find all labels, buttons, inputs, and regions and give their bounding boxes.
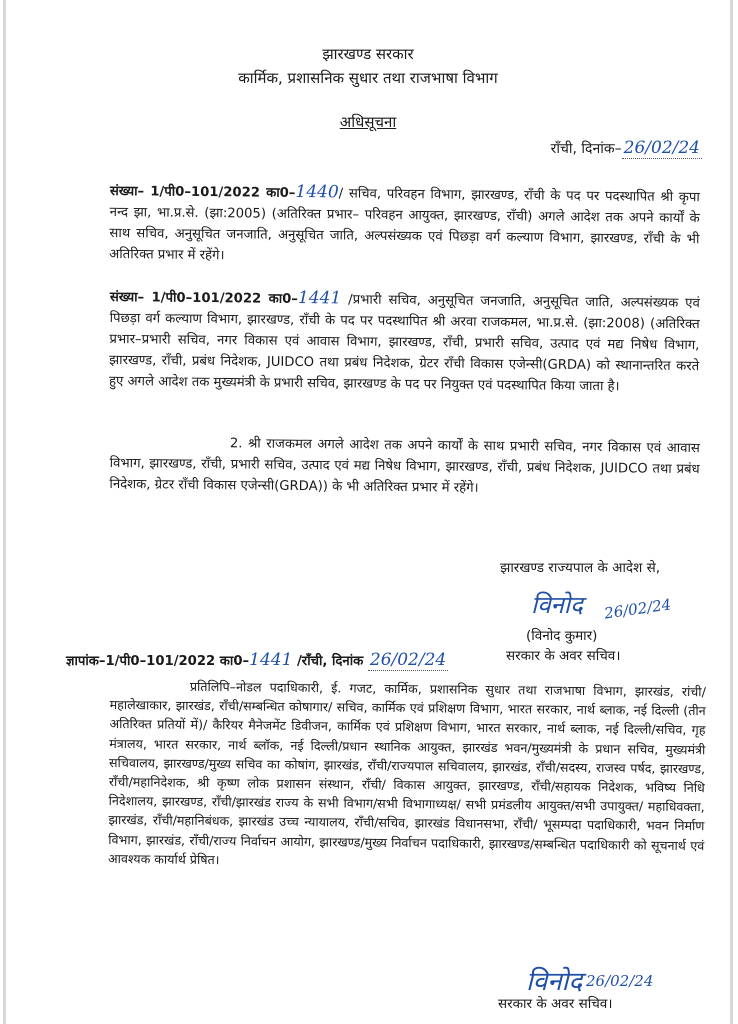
signature-1: विनोद xyxy=(531,591,583,619)
signature-1-date: 26/02/24 xyxy=(603,595,673,623)
signatory-designation: सरकार के अवर सचिव। xyxy=(506,648,621,664)
memo-number: 1441 xyxy=(249,650,293,670)
notification-2-text: /प्रभारी सचिव, अनुसूचित जनजाति, अनुसूचित जाति, अल्पसंख्यक एवं पिछड़ा वर्ग कल्याण विभाग, झारखण्ड, राँची के पद पर पदस्थापित श्री अरवा राजकमल, भा.प्र.से. (झा:2008) (अतिरिक्त प्रभार–प्रभारी सचिव, नगर विकास एवं आवास विभाग, झारखण्ड, राँची, प्रभारी सचिव, उत्पाद एवं मद्य निषेध विभाग, झारखण्ड, राँची, प्रबंध निदेशक, JUIDCO तथा प्रबंध निदेशक, ग्रेटर राँची विकास एजेन्सी(GRDA) को स्थानान्तरित करते हुए अगले आदेश तक मुख्यमंत्री के प्रभारी सचिव, झारखण्ड के पद पर नियुक्त एवं पदस्थापित किया जाता है। xyxy=(108,292,700,395)
department-heading: कार्मिक, प्रशासनिक सुधार तथा राजभाषा विभाग xyxy=(238,69,498,87)
memo-ref: ज्ञापांक–1/पी0–101/2022 का0– xyxy=(66,654,250,669)
notification-1-number: 1440 xyxy=(295,181,339,203)
notification-1-ref: संख्या– 1/पी0–101/2022 का0– xyxy=(109,183,296,201)
governor-order-line: झारखण्ड राज्यपाल के आदेश से, xyxy=(500,560,660,576)
notification-2-number: 1441 xyxy=(297,287,342,309)
signature-2: विनोद xyxy=(526,967,583,997)
signatory-2-designation: सरकार के अवर सचिव। xyxy=(498,996,613,1012)
signature-2-date: 26/02/24 xyxy=(586,972,654,990)
notification-title: अधिसूचना xyxy=(339,113,397,131)
handwritten-date: 26/02/24 xyxy=(623,138,700,158)
signatory-name: (विनोद कुमार) xyxy=(526,628,598,644)
notification-2-point-2: 2. श्री राजकमल अगले आदेश तक अपने कार्यों के साथ प्रभारी सचिव, नगर विकास एवं आवास विभाग, झारखण्ड, राँची, प्रभारी सचिव, उत्पाद एवं मद्य निषेध विभाग, झारखण्ड, राँची, प्रबंध निदेशक, JUIDCO तथा प्रबंध निदेशक, ग्रेटर राँची विकास एजेन्सी(GRDA)) के भी अतिरिक्त प्रभार में रहेंगे। xyxy=(109,436,700,496)
copy-to-text: प्रतिलिपि–नोडल पदाधिकारी, ई. गजट, कार्मिक, प्रशासनिक सुधार तथा राजभाषा विभाग, झारखंड, रांची/महालेखाकार, झारखंड, राँची/सम्बन्धित कोषागार/ सचिव, कार्मिक एवं प्रशिक्षण विभाग, भारत सरकार, नार्थ ब्लाक, नई दिल्ली (तीन अतिरिक्त प्रतियों में)/ कैरियर मैनेजमेंट डिवीजन, कार्मिक एवं प्रशिक्षण विभाग, भारत सरकार, नार्थ ब्लाक, नई दिल्ली/सचिव, गृह मंत्रालय, भारत सरकार, नार्थ ब्लॉक, नई दिल्ली/प्रधान स्थानिक आयुक्त, झारखंड भवन/मुख्यमंत्री के प्रधान सचिव, मुख्यमंत्री सचिवालय, झारखण्ड/मुख्य सचिव का कोषांग, झारखंड, राँची/राज्यपाल सचिवालय, झारखंड, राँची/सदस्य, राजस्व पर्षद, झारखण्ड, राँची/महानिदेशक, श्री कृष्ण लोक प्रशासन संस्थान, राँची/ विकास आयुक्त, झारखण्ड, राँची/सहायक निदेशक, भविष्य निधि निदेशालय, झारखण्ड, राँची/झारखंड राज्य के सभी विभाग/सभी विभागाध्यक्ष/ सभी प्रमंडलीय आयुक्त/सभी उपायुक्त/ महाधिवक्ता, झारखंड, राँची/महानिबंधक, झारखंड उच्च न्यायालय, राँची/सचिव, झारखंड विधानसभा, राँची/ भूसम्पदा पदाधिकारी, भवन निर्माण विभाग, झारखंड, राँची/राज्य निर्वाचन आयोग, झारखण्ड/मुख्य निर्वाचन पदाधिकारी, झारखण्ड/सम्बन्धित पदाधिकारी को सूचनार्थ एवं आवश्यक कार्यार्थ प्रेषित। xyxy=(108,678,706,867)
memo-date: 26/02/24 xyxy=(369,650,447,670)
memo-place-date-label: /राँची, दिनांक xyxy=(292,654,368,669)
notification-2 xyxy=(109,286,700,398)
notification-2-ref: संख्या– 1/पी0–101/2022 का0– xyxy=(109,289,299,307)
place-date-line xyxy=(551,138,702,158)
document-page xyxy=(3,0,733,1024)
copy-to-list xyxy=(108,676,706,874)
memo-line xyxy=(66,650,706,670)
government-heading: झारखण्ड सरकार xyxy=(322,45,414,63)
notification-1 xyxy=(109,180,700,271)
place-date-label: राँची, दिनांक– xyxy=(550,141,622,157)
notification-1-text: / सचिव, परिवहन विभाग, झारखण्ड, राँची के पद पर पदस्थापित श्री कृपा नन्द झा, भा.प्र.से. (झा:2005) (अतिरिक्त प्रभार– परिवहन आयुक्त, झारखण्ड, राँची) अगले आदेश तक अपने कार्यों के साथ सचिव, अनुसूचित जनजाति, अनुसूचित जाति, अल्पसंख्यक एवं पिछड़ा वर्ग कल्याण विभाग, झारखण्ड, राँची के भी अतिरिक्त प्रभार में रहेंगे। xyxy=(109,186,700,264)
